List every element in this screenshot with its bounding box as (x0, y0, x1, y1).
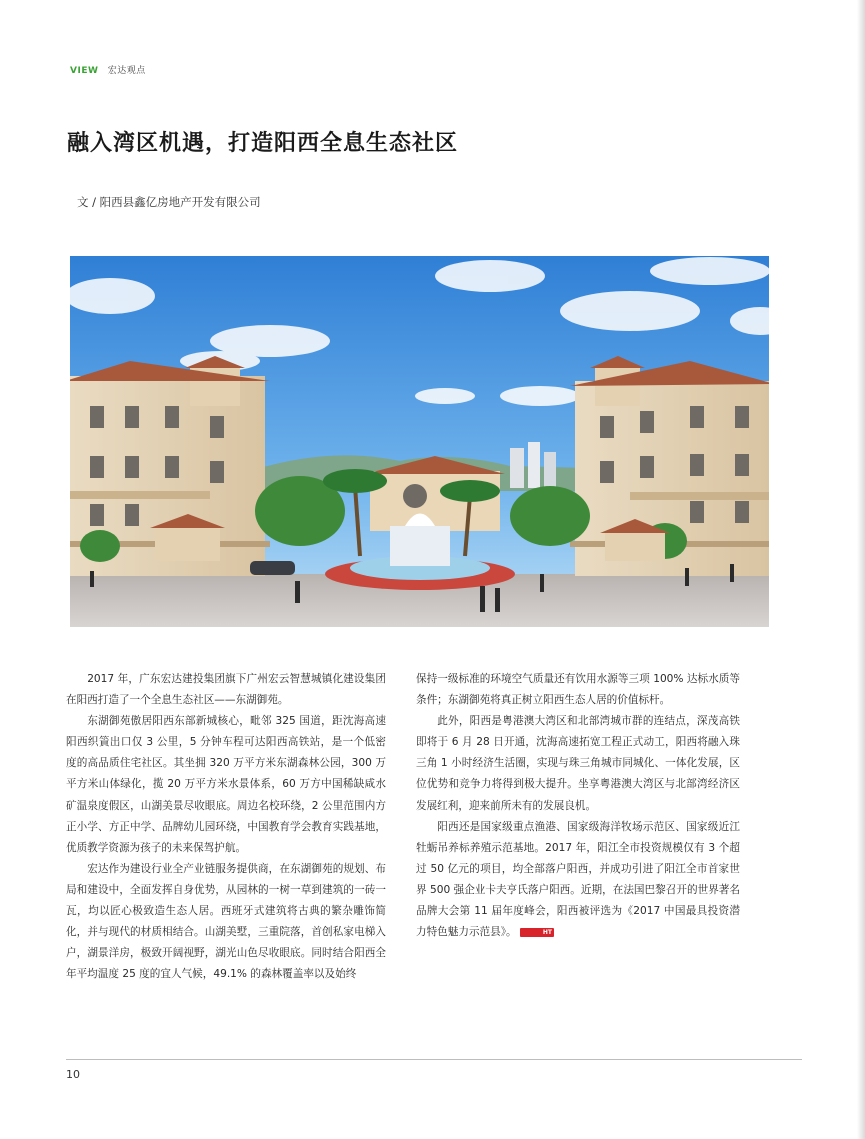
paragraph-text: 阳西还是国家级重点渔港、国家级海洋牧场示范区、国家级近江牡蛎吊养标养殖示范基地。2017 年，阳江全市投资规模仅有 3 个超过 50 亿元的项目，均全部落户阳西，并成功引进了阳江全市首家世界 500 强企业卡夫亨氏落户阳西。近期，在法国巴黎召开的世界著名品牌大会第 11 届年度峰会，阳西被评选为《2017 中国最具投资潜力特色魅力示范县》。 (416, 820, 740, 939)
paragraph: 2017 年，广东宏达建投集团旗下广州宏云智慧城镇化建设集团在阳西打造了一个全息生态社区——东湖御苑。 (66, 673, 386, 707)
section-tag: VIEW (70, 66, 99, 76)
resort-illustration (70, 256, 769, 627)
paragraph-continuation: 保持一级标准的环境空气质量还有饮用水源等三项 100% 达标水质等条件；东湖御苑将真正树立阳西生态人居的价值标杆。 (416, 673, 740, 707)
article-byline: 文 / 阳西县鑫亿房地产开发有限公司 (77, 195, 261, 209)
article-photo (70, 256, 769, 627)
footer-divider (66, 1059, 802, 1060)
section-name: 宏达观点 (107, 66, 146, 76)
paragraph: 东湖御苑傲居阳西东部新城核心，毗邻 325 国道，距沈海高速阳西织篢出口仅 3 公里，5 分钟车程可达阳西高铁站，是一个低密度的高品质住宅社区。其坐拥 320 万平方米东湖森林公园，300 万平方米山体绿化，揽 20 万平方米水景体系，60 万方中国稀缺咸水矿温泉度假区，山湖美景尽收眼底。周边名校环绕，2 公里范围内方正小学、方正中学、品牌幼儿园环绕，中国教育学会教育实践基地，优质教学资源为孩子的未来保驾护航。 (66, 715, 386, 854)
article-title: 融入湾区机遇，打造阳西全息生态社区 (67, 131, 459, 156)
page-edge-shadow (857, 0, 865, 1139)
paragraph (416, 817, 740, 944)
paragraph: 此外，阳西是粤港澳大湾区和北部湾城市群的连结点，深茂高铁即将于 6 月 28 日开通，沈海高速拓宽工程正式动工，阳西将融入珠三角 1 小时经济生活圈，实现与珠三角城市同城化、一体化发展，区位优势和竞争力将得到极大提升。坐享粤港澳大湾区与北部湾经济区发展红利，迎来前所未有的发展良机。 (416, 715, 740, 812)
article-end-mark: HT (520, 928, 554, 937)
body-column-left (66, 669, 386, 985)
section-header (70, 63, 146, 76)
page-number: 10 (66, 1068, 80, 1081)
paragraph: 宏达作为建设行业全产业链服务提供商，在东湖御苑的规划、布局和建设中，全面发挥自身优势，从园林的一树一草到建筑的一砖一瓦，均以匠心极致造生态人居。西班牙式建筑将古典的繁杂雕饰简化，并与现代的材质相结合。山湖美墅，三重院落，首创私家电梯入户，湖景洋房，极致开阔视野，湖光山色尽收眼底。同时结合阳西全年平均温度 25 度的宜人气候，49.1% 的森林覆盖率以及始终 (66, 862, 386, 981)
body-column-right (416, 669, 740, 943)
